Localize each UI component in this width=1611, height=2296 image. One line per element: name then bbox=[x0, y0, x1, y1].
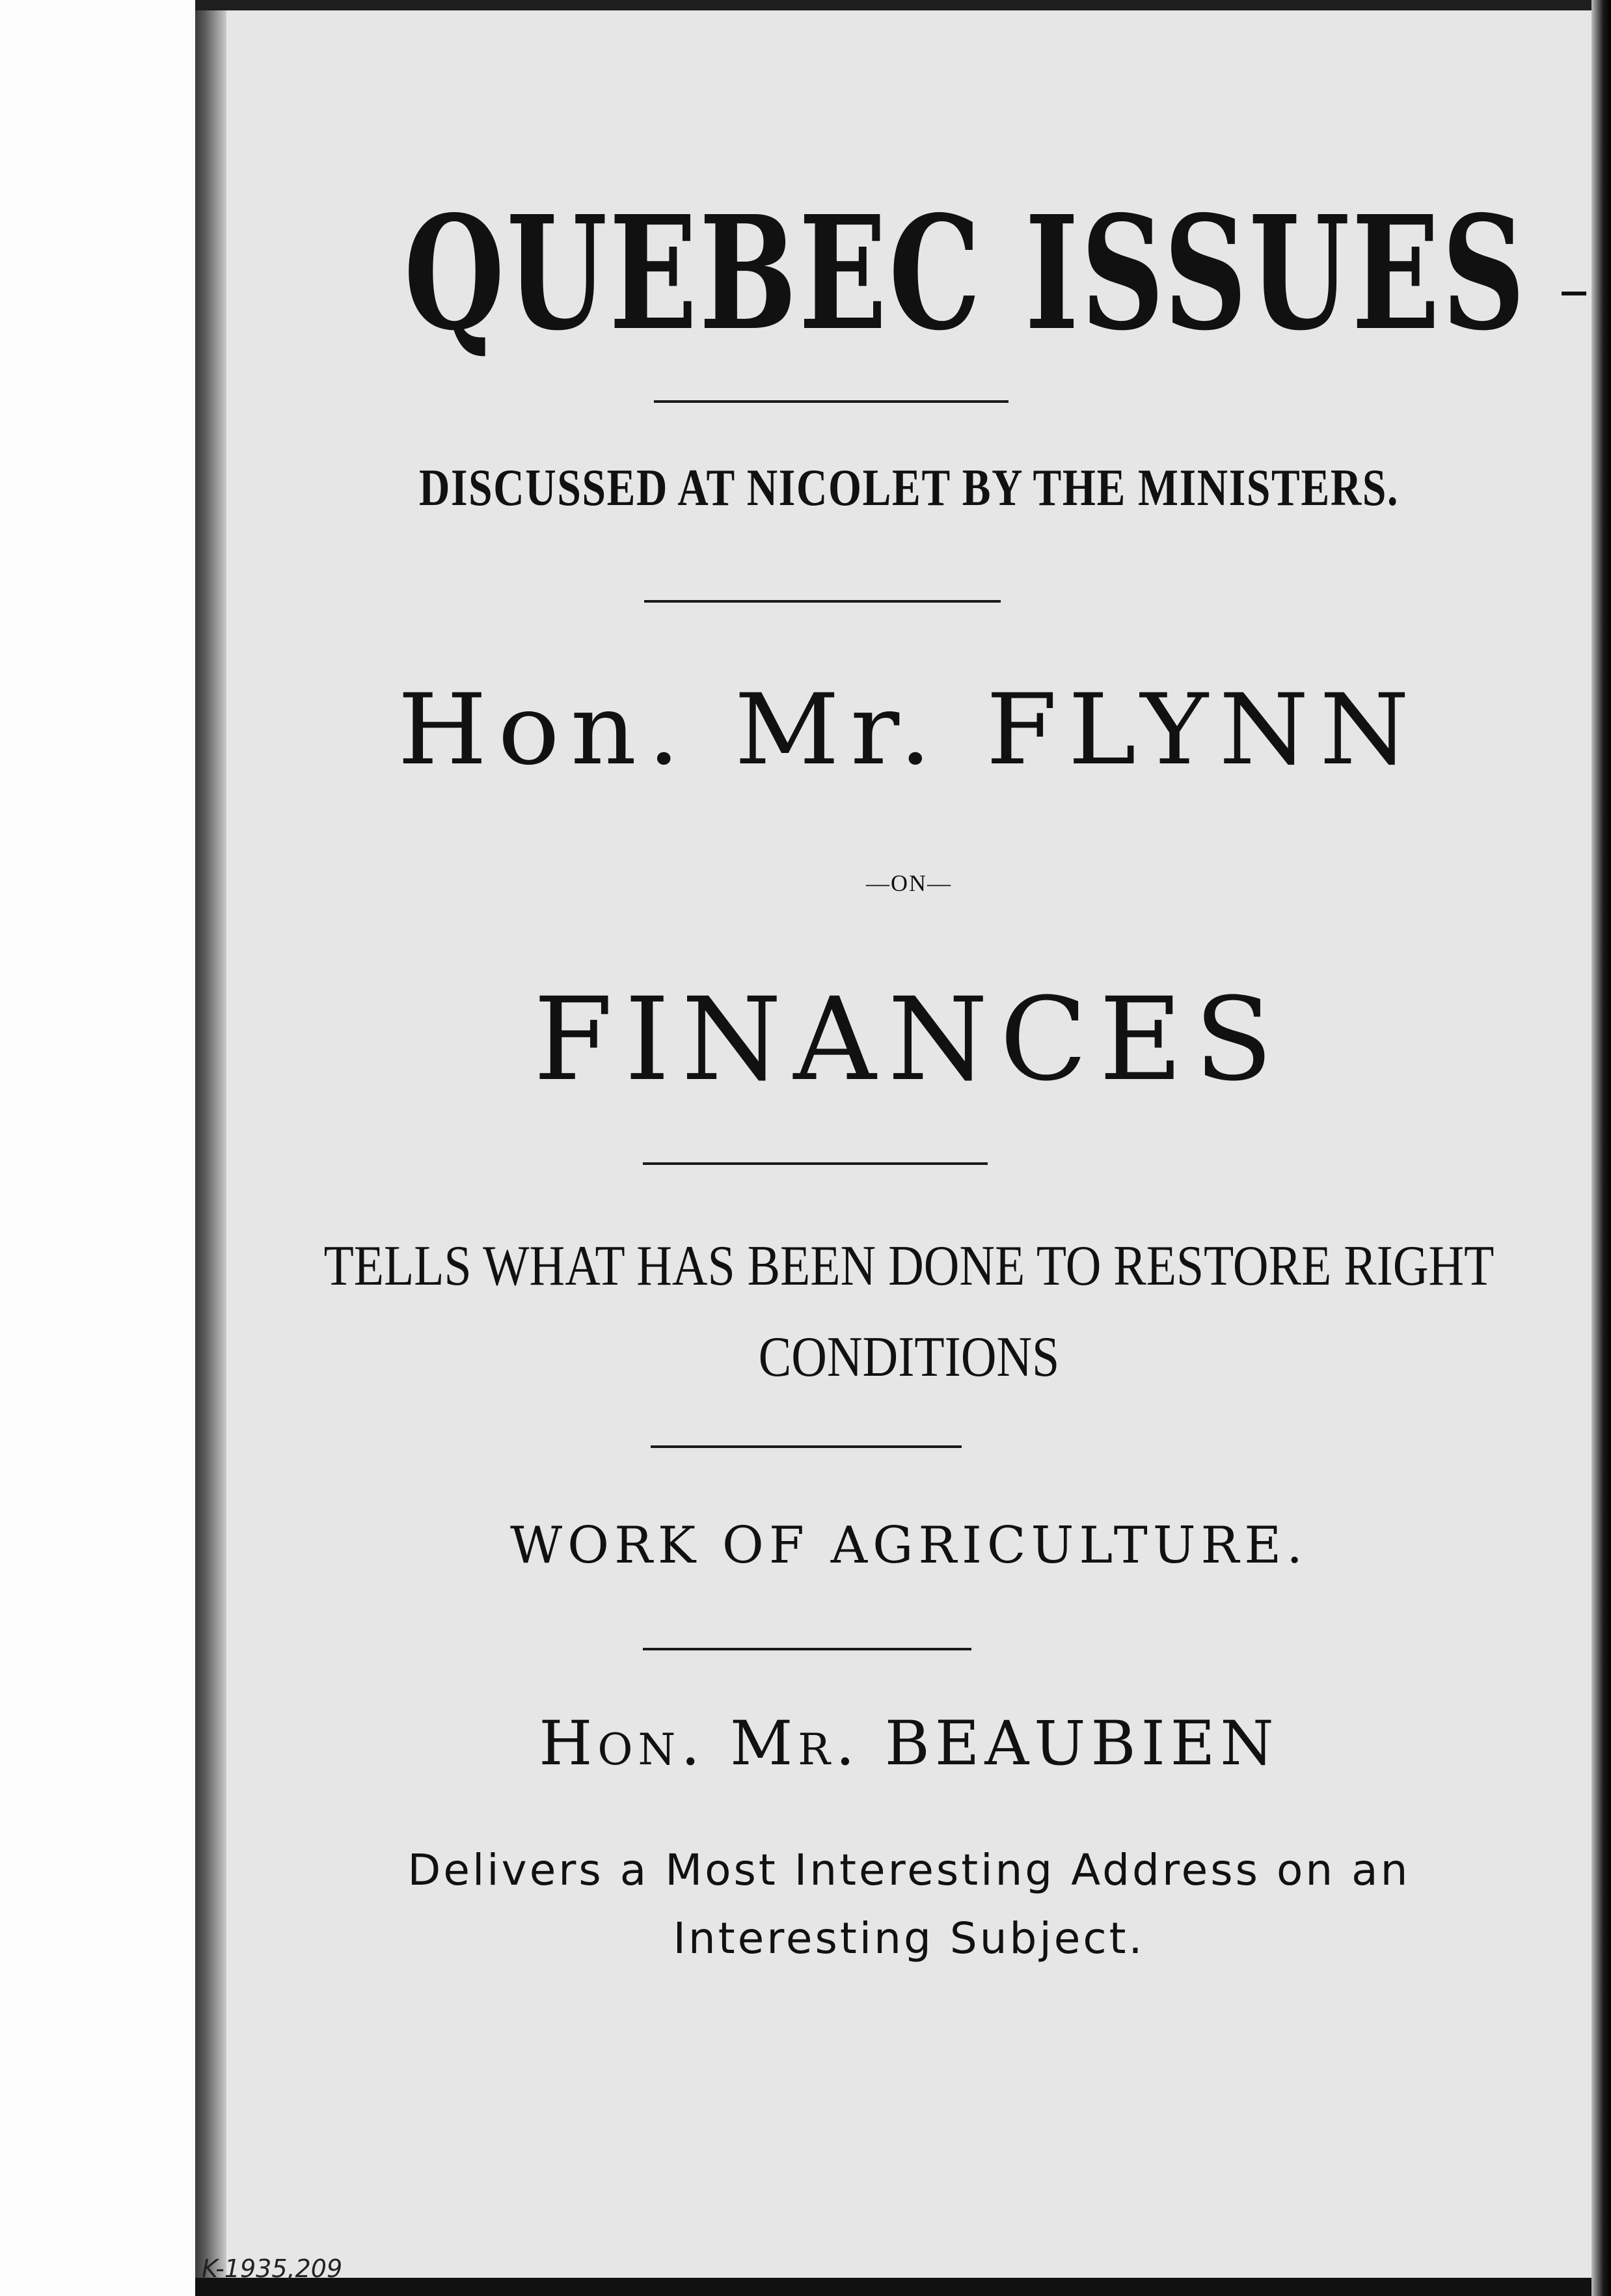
document-subtitle: DISCUSSED AT NICOLET BY THE MINISTERS. bbox=[418, 459, 1400, 517]
page-binding-edge bbox=[195, 0, 226, 2296]
document-title: QUEBEC ISSUES bbox=[403, 182, 1528, 365]
speaker-two-description-line-2: Interesting Subject. bbox=[673, 1913, 1145, 1963]
divider-rule-4 bbox=[651, 1445, 962, 1448]
topic-heading: FINANCES bbox=[533, 973, 1285, 1106]
divider-rule-5 bbox=[643, 1648, 971, 1650]
second-topic-heading: WORK OF AGRICULTURE. bbox=[509, 1516, 1308, 1575]
topic-summary-line-2: CONDITIONS bbox=[758, 1326, 1060, 1389]
page-content bbox=[226, 0, 1591, 2296]
divider-rule-3 bbox=[643, 1162, 988, 1165]
connector-on: —ON— bbox=[866, 870, 952, 896]
catalog-annotation: K-1935,209 bbox=[202, 2254, 343, 2283]
divider-rule-2 bbox=[644, 600, 1001, 603]
topic-summary-line-1: TELLS WHAT HAS BEEN DONE TO RESTORE RIGHT bbox=[323, 1235, 1495, 1298]
right-scan-edge bbox=[1591, 0, 1611, 2296]
speaker-one-name: Hon. Mr. FLYNN bbox=[398, 674, 1420, 787]
speaker-two-description-line-1: Delivers a Most Interesting Address on an bbox=[407, 1845, 1411, 1895]
speaker-two-name: Hon. Mr. BEAUBIEN bbox=[539, 1708, 1279, 1779]
left-blank-margin bbox=[0, 0, 195, 2296]
divider-rule-1 bbox=[654, 400, 1009, 403]
